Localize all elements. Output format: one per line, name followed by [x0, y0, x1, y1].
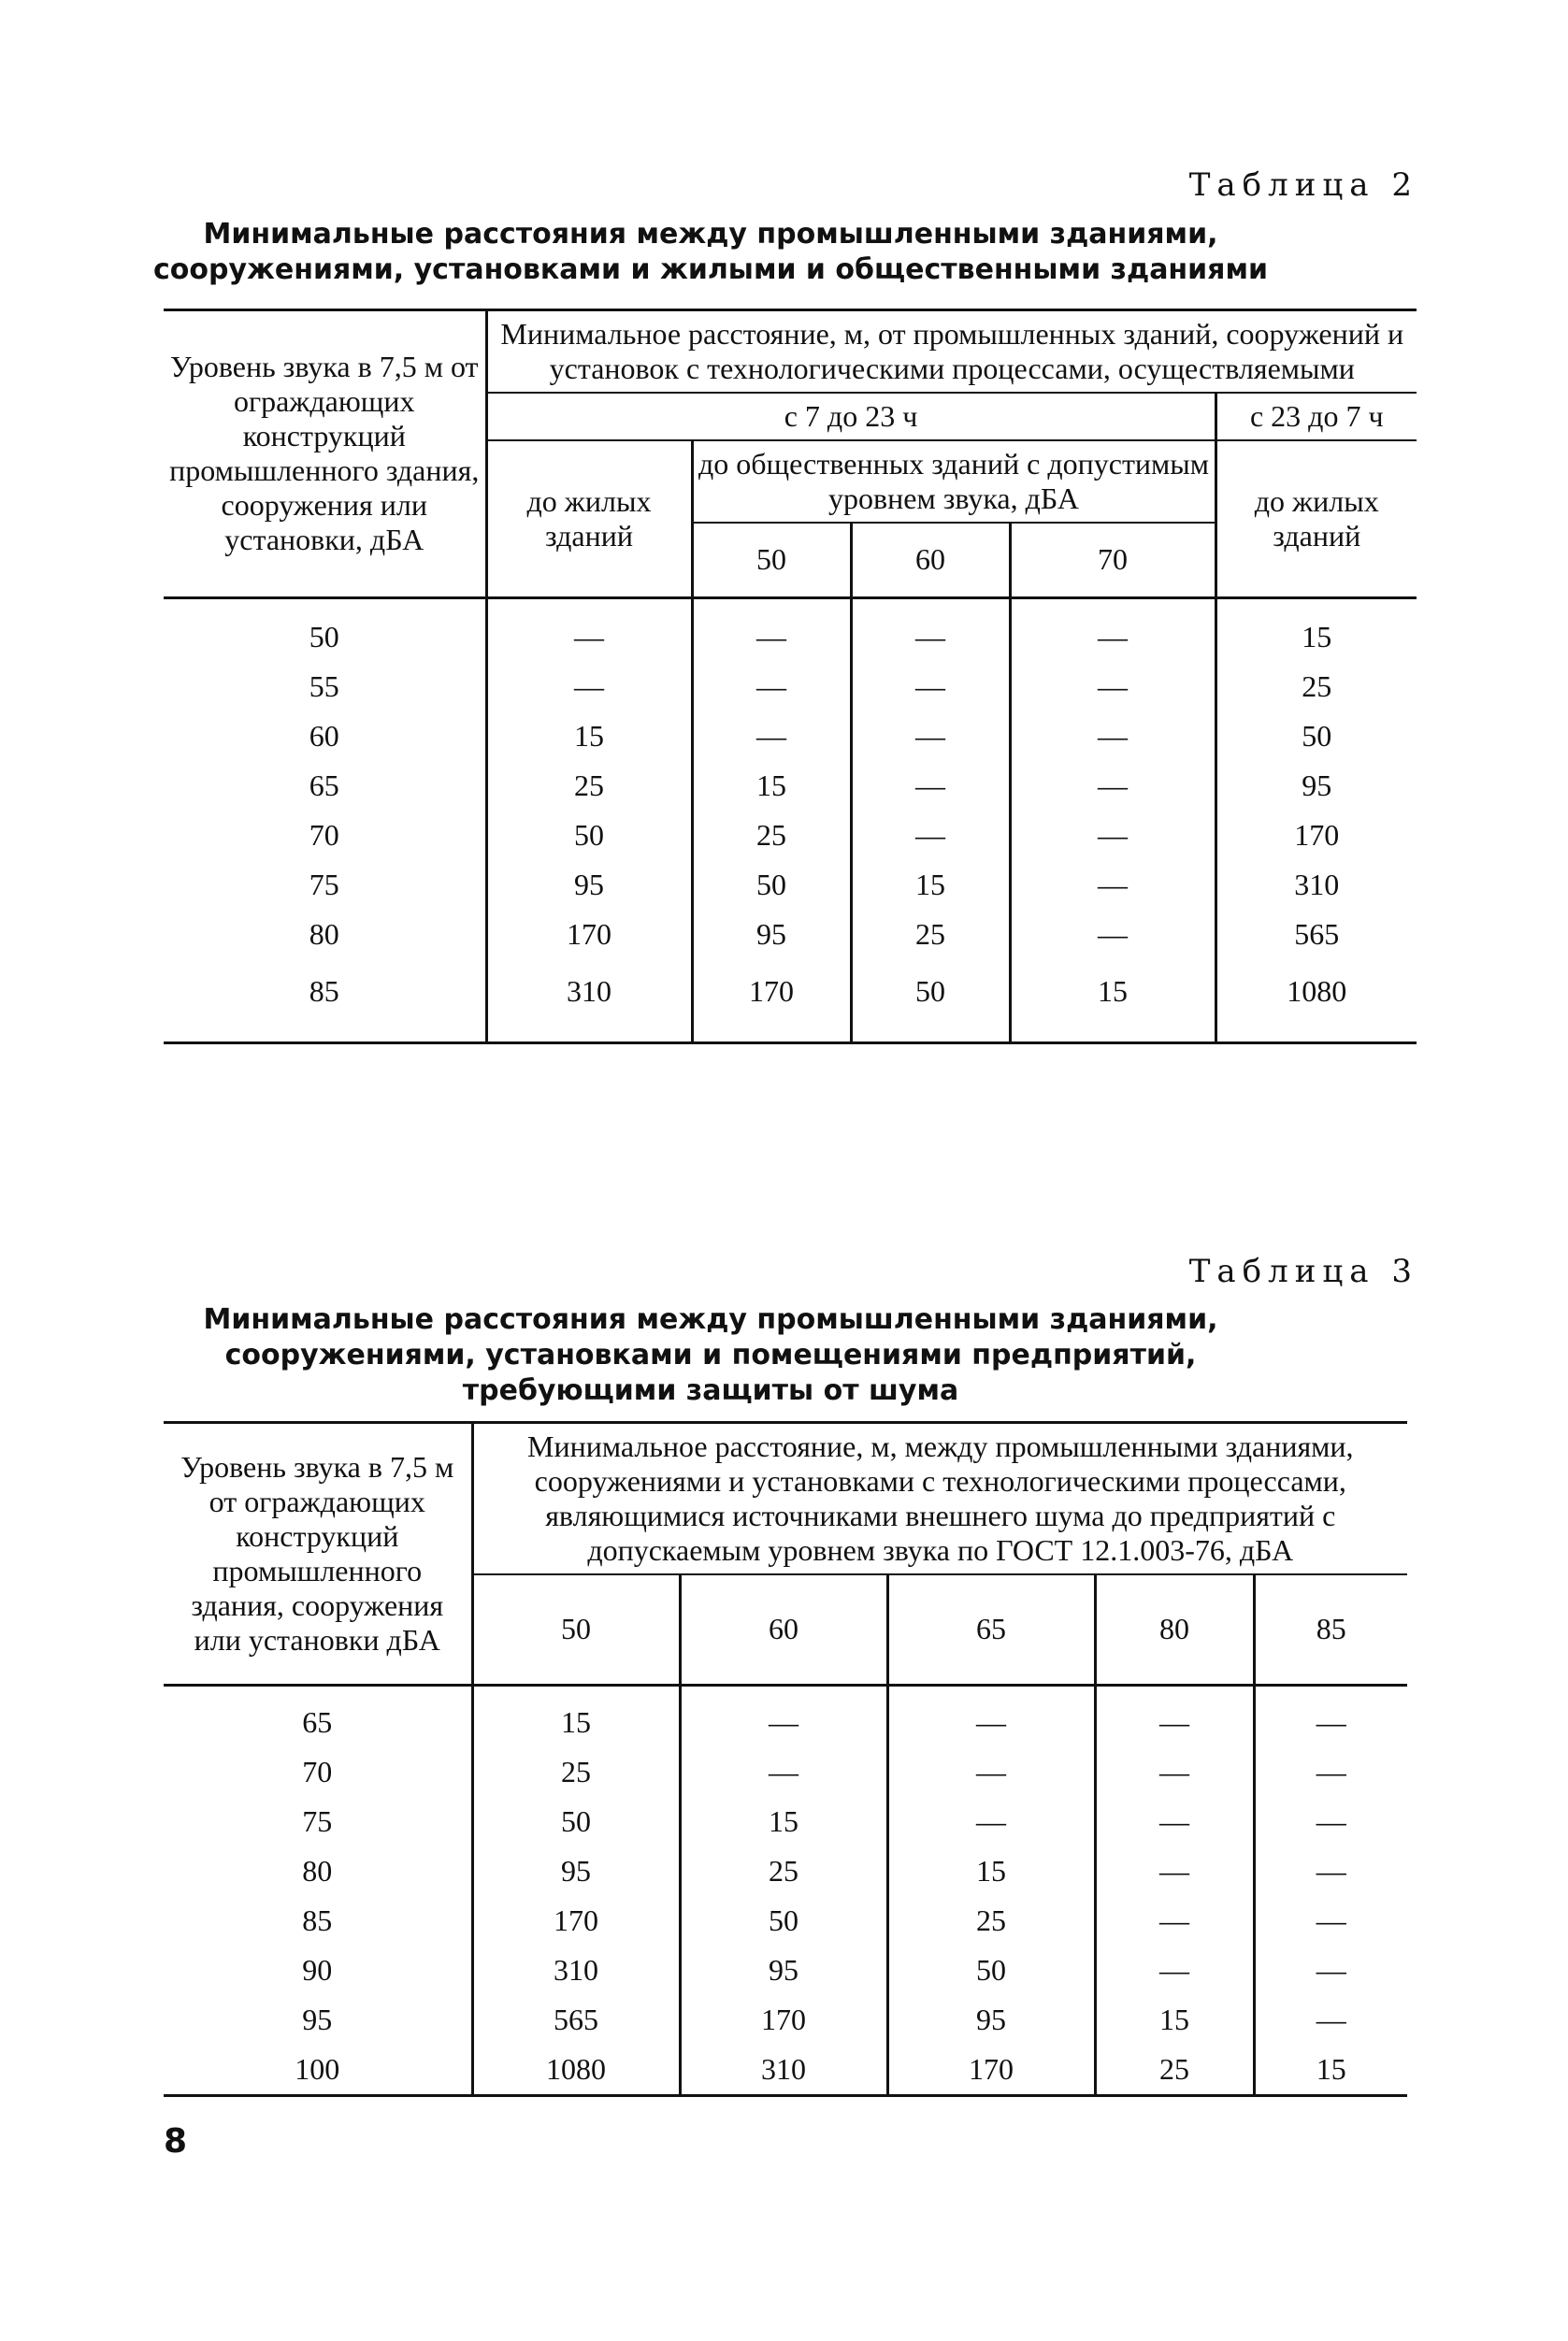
table-cell: 25 — [1095, 2045, 1254, 2096]
table2-header-distance: Минимальное расстояние, м, от промышленных зданий, сооружений и установок с технологическими процессами, осуществляемыми — [486, 310, 1417, 394]
table-cell: 50 — [472, 1797, 680, 1846]
table-cell: 15 — [1216, 597, 1417, 662]
table2-header-day: с 7 до 23 ч — [486, 393, 1216, 440]
table-cell: 310 — [680, 2045, 887, 2096]
table-cell: 15 — [472, 1685, 680, 1747]
table3-header-level: Уровень звука в 7,5 м от ограждающих конструкций промышленного здания, сооружения или установки дБА — [180, 1449, 454, 1657]
table-cell: — — [1095, 1797, 1254, 1846]
table-cell: 100 — [295, 2051, 340, 2086]
table-cell: — — [1010, 811, 1216, 860]
table-row — [164, 1995, 1407, 2045]
table-cell: — — [680, 1685, 887, 1747]
table-cell: — — [851, 662, 1010, 711]
table-cell: 50 — [1216, 711, 1417, 761]
table2-header-public: до общественных зданий с допустимым уровнем звука, дБА — [692, 440, 1216, 523]
table-cell: 310 — [486, 959, 692, 1043]
table-row — [164, 1685, 1407, 1747]
table2-header-level-60: 60 — [851, 523, 1010, 597]
table-cell: — — [887, 1685, 1095, 1747]
table-cell: 15 — [680, 1797, 887, 1846]
table-cell: — — [887, 1747, 1095, 1797]
table-cell: 95 — [486, 860, 692, 910]
table3 — [164, 1421, 1407, 2097]
table-cell: 15 — [1254, 2045, 1407, 2096]
table-cell: 15 — [692, 761, 851, 811]
table-row — [164, 1747, 1407, 1797]
table-row — [164, 711, 1417, 761]
table-cell: — — [680, 1747, 887, 1797]
table-cell: 95 — [692, 910, 851, 959]
table-cell: 565 — [472, 1995, 680, 2045]
table-cell: — — [1254, 1896, 1407, 1946]
table-cell: — — [851, 811, 1010, 860]
table-cell: 55 — [309, 668, 339, 703]
table-cell: — — [1095, 1747, 1254, 1797]
table-cell: 65 — [302, 1704, 333, 1739]
table-cell: 1080 — [472, 2045, 680, 2096]
table-cell: 95 — [680, 1946, 887, 1995]
table-cell: 80 — [309, 916, 339, 951]
table-cell: — — [1254, 1846, 1407, 1896]
table-cell: 75 — [309, 867, 339, 901]
table-cell: — — [851, 761, 1010, 811]
table-cell: 50 — [692, 860, 851, 910]
table-cell: 60 — [309, 718, 339, 753]
table-cell: 50 — [309, 619, 339, 653]
table-row — [164, 1846, 1407, 1896]
table-cell: — — [692, 597, 851, 662]
table-row — [164, 910, 1417, 959]
table-row — [164, 1946, 1407, 1995]
table-cell: — — [1010, 711, 1216, 761]
table-cell: — — [1254, 1797, 1407, 1846]
table-cell: 95 — [1216, 761, 1417, 811]
table3-header-level-65: 65 — [887, 1574, 1095, 1685]
table-cell: 15 — [851, 860, 1010, 910]
table3-label: Таблица 3 — [1188, 1253, 1418, 1290]
table-row — [164, 761, 1417, 811]
table-cell: — — [1010, 910, 1216, 959]
table2-header-level-50: 50 — [692, 523, 851, 597]
table2-header-level-70: 70 — [1010, 523, 1216, 597]
table-cell: — — [692, 662, 851, 711]
table-cell: 50 — [851, 959, 1010, 1043]
table-row — [164, 597, 1417, 662]
table-cell: 50 — [680, 1896, 887, 1946]
table-cell: — — [692, 711, 851, 761]
table-cell: 25 — [851, 910, 1010, 959]
table-cell: — — [851, 597, 1010, 662]
table-row — [164, 1797, 1407, 1846]
table-cell: 25 — [692, 811, 851, 860]
table-cell: 170 — [692, 959, 851, 1043]
table-row — [164, 959, 1417, 1043]
table-cell: 170 — [680, 1995, 887, 2045]
table-cell: — — [1254, 1946, 1407, 1995]
table-cell: 85 — [302, 1903, 333, 1937]
table-cell: 50 — [887, 1946, 1095, 1995]
table-cell: — — [1010, 597, 1216, 662]
table-row — [164, 662, 1417, 711]
table-row — [164, 811, 1417, 860]
table-cell: 95 — [302, 2002, 333, 2036]
table2-header-night: с 23 до 7 ч — [1216, 393, 1417, 440]
table-cell: 310 — [1216, 860, 1417, 910]
table3-header-distance: Минимальное расстояние, м, между промышленными зданиями, сооружениями и установками с технологическими процессами, являющимися источниками внешнего шума до предприятий с допускаемым уровнем звука по ГОСТ 12.1.003-76, дБА — [472, 1423, 1407, 1575]
table-cell: — — [887, 1797, 1095, 1846]
table-cell: — — [1095, 1846, 1254, 1896]
table-cell: 310 — [472, 1946, 680, 1995]
table2-header-residential-night: до жилых зданий — [1216, 440, 1417, 597]
table-cell: 25 — [1216, 662, 1417, 711]
table-cell: — — [1095, 1685, 1254, 1747]
table2-label: Таблица 2 — [1188, 166, 1418, 204]
table-cell: — — [1254, 1995, 1407, 2045]
table-cell: — — [1254, 1747, 1407, 1797]
table-cell: 65 — [309, 768, 339, 802]
table-cell: 15 — [1095, 1995, 1254, 2045]
table-cell: 95 — [472, 1846, 680, 1896]
table3-header-level-50: 50 — [472, 1574, 680, 1685]
page-number: 8 — [164, 2122, 188, 2161]
table3-header-level-85: 85 — [1254, 1574, 1407, 1685]
table3-header-level-60: 60 — [680, 1574, 887, 1685]
table-row — [164, 1896, 1407, 1946]
table-cell: — — [1095, 1946, 1254, 1995]
table-cell: — — [1010, 860, 1216, 910]
table-cell: 85 — [309, 974, 339, 1008]
table-cell: 170 — [887, 2045, 1095, 2096]
table2-title: Минимальные расстояния между промышленными зданиями, сооружениями, установками и жилыми и общественными зданиями — [152, 218, 1268, 286]
table-cell: — — [1095, 1896, 1254, 1946]
table-cell: 170 — [1216, 811, 1417, 860]
table2 — [164, 309, 1417, 1044]
table-cell: 80 — [302, 1853, 333, 1888]
table-cell: — — [486, 597, 692, 662]
table-cell: 90 — [302, 1952, 333, 1987]
table-cell: 25 — [472, 1747, 680, 1797]
table-cell: 170 — [486, 910, 692, 959]
table-cell: — — [1254, 1685, 1407, 1747]
table-cell: — — [851, 711, 1010, 761]
table-cell: 25 — [887, 1896, 1095, 1946]
table-cell: — — [1010, 761, 1216, 811]
table-cell: 25 — [680, 1846, 887, 1896]
table-cell: 70 — [309, 817, 339, 852]
table-cell: — — [486, 662, 692, 711]
table-cell: 1080 — [1216, 959, 1417, 1043]
table-cell: 75 — [302, 1803, 333, 1838]
table-cell: 95 — [887, 1995, 1095, 2045]
table2-header-residential-day: до жилых зданий — [486, 440, 692, 597]
table-cell: 565 — [1216, 910, 1417, 959]
table-cell: — — [1010, 662, 1216, 711]
table3-title: Минимальные расстояния между промышленными зданиями, сооружениями, установками и помещениями предприятий, требующими защиты от шума — [203, 1303, 1218, 1407]
table-cell: 170 — [472, 1896, 680, 1946]
table-cell: 15 — [1010, 959, 1216, 1043]
table-cell: 15 — [887, 1846, 1095, 1896]
table-cell: 50 — [486, 811, 692, 860]
table-row — [164, 2045, 1407, 2096]
table-row — [164, 860, 1417, 910]
table2-header-level: Уровень звука в 7,5 м от ограждающих конструкций промышленного здания, сооружения или установки, дБА — [169, 350, 480, 557]
table-cell: 15 — [486, 711, 692, 761]
table3-header-level-80: 80 — [1095, 1574, 1254, 1685]
table-cell: 70 — [302, 1754, 333, 1788]
table-cell: 25 — [486, 761, 692, 811]
